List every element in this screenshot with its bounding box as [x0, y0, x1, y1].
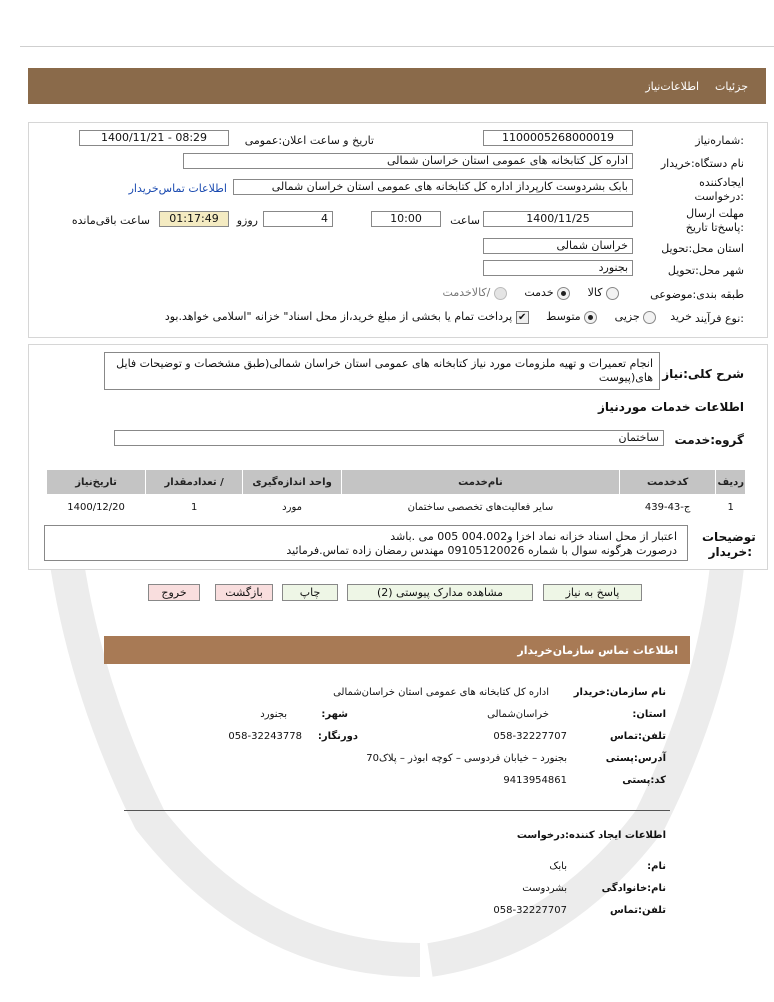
table-row[interactable] [47, 495, 746, 520]
radio-goods[interactable] [606, 287, 619, 300]
process-buy-label: خرید [670, 310, 692, 323]
contact-city: بجنورد [260, 709, 287, 720]
th-unit: واحد اندازه‌گیری [243, 470, 342, 495]
reply-button[interactable]: پاسخ به نیاز [543, 584, 642, 601]
description-box: انجام تعمیرات و تهیه ملزومات مورد نیاز کتابخانه های عمومی استان خراسان شمالی(طبق مشخصات و توضیحات فایل های(پیوست [104, 352, 660, 390]
remaining-time-field: 01:17:49 [159, 211, 229, 227]
deadline-label: مهلت ارسال :پاسخ‌تا تاریخ [685, 207, 744, 234]
top-divider [20, 46, 774, 47]
cell-code: ج-43-439 [619, 495, 716, 520]
contact-fax: 058-32243778 [228, 731, 302, 742]
creator-phone-label: تلفن:تماس [609, 905, 666, 916]
creator-label: ایجادکننده درخواست: [694, 176, 744, 203]
service-group-label: گروه:خدمت [674, 433, 744, 447]
radio-goods-label: کالا [587, 286, 603, 299]
th-date: تاریخ‌نیاز [47, 470, 146, 495]
contact-address: بجنورد – خیابان فردوسی – کوچه ابوذر – پلاک70 [366, 753, 567, 764]
contact-postal-label: کد:پستی [622, 775, 666, 786]
contact-city-label: :شهر [321, 709, 348, 720]
days-label: روزو [236, 214, 258, 227]
payment-checkbox[interactable]: ✔ [516, 311, 529, 324]
print-button[interactable]: چاپ [282, 584, 338, 601]
radio-medium[interactable] [584, 311, 597, 324]
contact-org-label: نام سازمان:خریدار [573, 687, 666, 698]
need-number-label: شماره‌نیاز: [695, 134, 744, 147]
deadline-time-label: ساعت [450, 214, 480, 227]
radio-minor-label: جزیی [614, 310, 640, 323]
buyer-notes-line1: اعتبار از محل اسناد خزانه نماد اخزا و004.002 005 می .باشد [390, 530, 677, 543]
buyer-contact-link[interactable]: اطلاعات تماس‌خریدار [128, 182, 227, 195]
tab-details[interactable]: جزئیات [715, 79, 748, 93]
cell-row: 1 [716, 495, 746, 520]
need-number-field: 1100005268000019 [483, 130, 633, 146]
th-qty: / تعدادمقدار [146, 470, 243, 495]
cell-qty: 1 [146, 495, 243, 520]
payment-note: پرداخت تمام یا بخشی از مبلغ خرید،از محل اسناد" خزانه "اسلامی خواهد.بود [164, 310, 513, 323]
contact-postal: 9413954861 [503, 775, 567, 786]
contact-province: خراسان‌شمالی [487, 709, 549, 720]
cell-date: 1400/12/20 [47, 495, 146, 520]
process-options [165, 310, 692, 324]
description-label: شرح کلی:نیاز [662, 367, 744, 381]
service-group-field: ساختمان [114, 430, 664, 446]
contact-bar: اطلاعات تماس سازمان‌خریدار [104, 636, 690, 664]
title-bar [28, 68, 766, 104]
announce-date-field: 1400/11/21 - 08:29 [79, 130, 229, 146]
th-row: ردیف [716, 470, 746, 495]
contact-phone: 058-32227707 [493, 731, 567, 742]
buyer-notes-label: توضیحات :خریدار [702, 530, 756, 559]
creator-info-title: اطلاعات ایجاد کننده:درخواست [516, 830, 666, 841]
th-code: کدخدمت [619, 470, 716, 495]
creator-field: بابک بشردوست کارپرداز اداره کل کتابخانه های عمومی استان خراسان شمالی [233, 179, 633, 195]
exit-button[interactable]: خروج [148, 584, 200, 601]
buyer-notes-box [44, 525, 688, 561]
radio-service[interactable] [557, 287, 570, 300]
cell-unit: مورد [243, 495, 342, 520]
city-field: بجنورد [483, 260, 633, 276]
cell-name: سایر فعالیت‌های تخصصی ساختمان [342, 495, 620, 520]
creator-name-label: :نام [647, 861, 666, 872]
radio-goods-service[interactable] [494, 287, 507, 300]
buyer-org-label: نام دستگاه:خریدار [660, 157, 744, 170]
th-name: نام‌خدمت [342, 470, 620, 495]
contact-address-label: آدرس:پستی [605, 753, 666, 764]
process-label: نوع فرآیند: [694, 312, 744, 325]
creator-family: بشردوست [522, 883, 567, 894]
category-options [443, 286, 619, 300]
contact-fax-label: :دورنگار [317, 731, 358, 742]
contact-org: اداره کل کتابخانه های عمومی استان خراسان‌شمالی [333, 687, 549, 698]
creator-family-label: نام:خانوادگی [601, 883, 666, 894]
services-table [46, 469, 746, 520]
days-field: 4 [263, 211, 333, 227]
back-button[interactable]: بازگشت [215, 584, 273, 601]
province-label: استان محل:تحویل [661, 242, 744, 255]
services-title: اطلاعات خدمات موردنیاز [597, 400, 744, 414]
tab-need-info[interactable]: اطلاعات‌نیاز [645, 79, 700, 93]
attachments-button[interactable]: مشاهده مدارک پیوستی (2) [347, 584, 533, 601]
table-header-row [47, 470, 746, 495]
creator-phone: 058-32227707 [493, 905, 567, 916]
radio-minor[interactable] [643, 311, 656, 324]
announce-label: تاریخ و ساعت اعلان:عمومی [244, 134, 374, 147]
contact-phone-label: تلفن:تماس [609, 731, 666, 742]
contact-separator [124, 810, 670, 811]
buyer-org-field: اداره کل کتابخانه های عمومی استان خراسان شمالی [183, 153, 633, 169]
buyer-notes-line2: درصورت هرگونه سوال با شماره 09105120026 مهندس رمضان زاده تماس.فرمائید [286, 544, 677, 557]
radio-medium-label: متوسط [546, 310, 581, 323]
radio-goods-service-label: /کالاخدمت [442, 286, 491, 299]
remaining-label: ساعت باقی‌مانده [71, 214, 150, 227]
province-field: خراسان شمالی [483, 238, 633, 254]
city-label: شهر محل:تحویل [667, 264, 744, 277]
creator-name: بابک [549, 861, 567, 872]
category-label: طبقه بندی:موضوعی [650, 288, 744, 301]
deadline-time-field: 10:00 [371, 211, 441, 227]
deadline-date-field: 1400/11/25 [483, 211, 633, 227]
radio-service-label: خدمت [524, 286, 554, 299]
contact-province-label: :استان [632, 709, 666, 720]
